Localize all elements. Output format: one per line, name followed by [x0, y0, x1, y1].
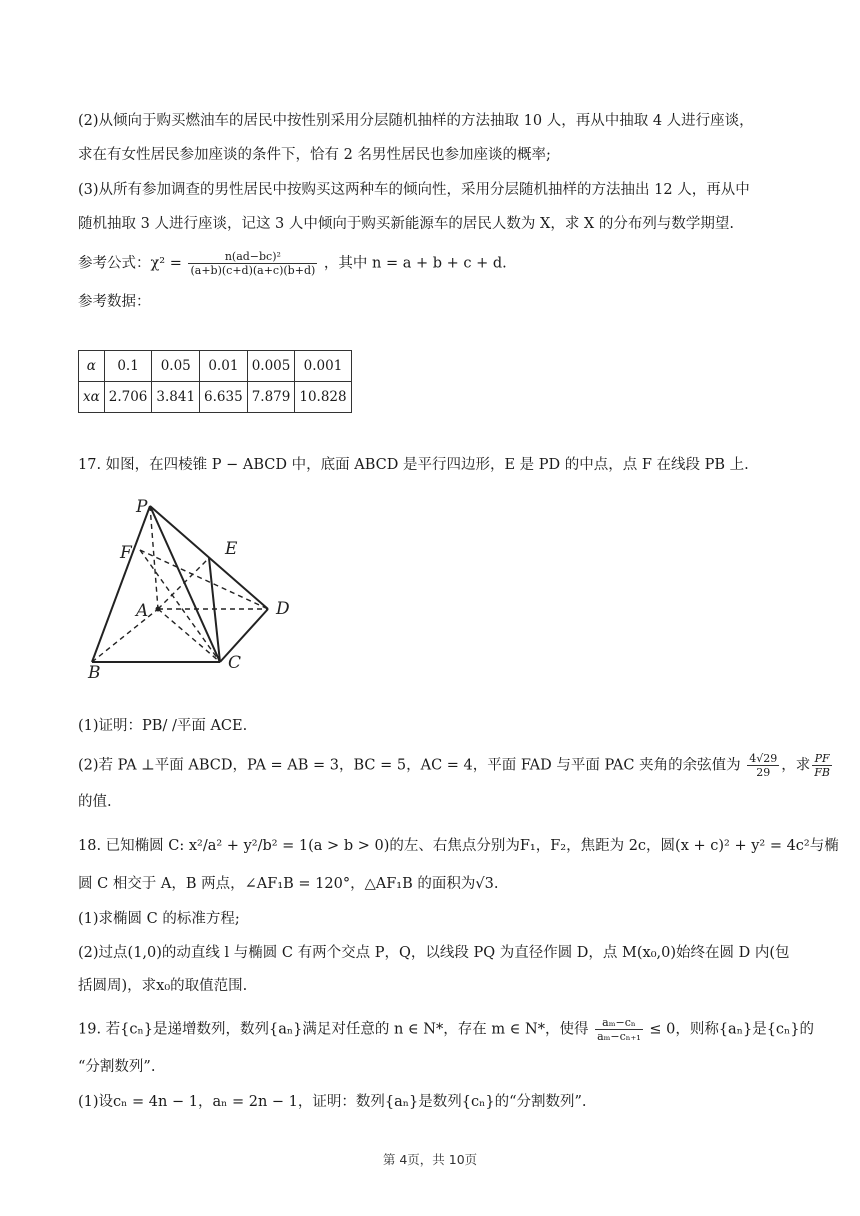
- q17-part2-line1: [78, 752, 834, 779]
- vertex-label-a: A: [136, 601, 149, 621]
- cosine-fraction: [747, 752, 779, 779]
- vertex-label-c: C: [228, 653, 242, 673]
- formula-tail: ，其中 n = a + b + c + d.: [323, 255, 507, 272]
- table-cell: 0.01: [200, 351, 248, 382]
- formula-denominator: (a+b)(c+d)(a+c)(b+d): [190, 264, 316, 277]
- vertex-label-d: D: [276, 599, 290, 619]
- cosine-denominator: 29: [756, 766, 771, 779]
- page-footer: 第 4页，共 10页: [382, 1152, 478, 1167]
- q19-denominator: aₘ−cₙ₊₁: [597, 1030, 641, 1043]
- q16-part3-line1: (3)从所有参加调查的男性居民中按购买这两种车的倾向性，采用分层随机抽样的方法抽出 12 人，再从中: [78, 182, 750, 198]
- table-head-x-alpha: xα: [79, 382, 105, 413]
- ratio-denominator: FB: [814, 766, 830, 779]
- table-cell: 7.879: [247, 382, 295, 413]
- q19-numerator: aₘ−cₙ: [595, 1016, 643, 1030]
- formula-numerator: n(ad−bc)²: [188, 250, 317, 264]
- table-row: [79, 351, 352, 382]
- table-cell: 10.828: [295, 382, 351, 413]
- q16-data-label: 参考数据：: [78, 294, 151, 310]
- q17-stem: 17. 如图，在四棱锥 P − ABCD 中，底面 ABCD 是平行四边形，E 是 PD 的中点，点 F 在线段 PB 上.: [78, 457, 749, 473]
- pyramid-figure: [80, 492, 310, 682]
- ratio-numerator: PF: [812, 752, 832, 766]
- table-cell: 6.635: [200, 382, 248, 413]
- q19-line1: [78, 1016, 814, 1043]
- cosine-numerator: 4√29: [749, 752, 778, 765]
- table-row: [79, 382, 352, 413]
- q16-formula: [78, 250, 507, 277]
- q17-part2-text: (2)若 PA ⊥平面 ABCD，PA = AB = 3，BC = 5，AC = 4，平面 FAD 与平面 PAC 夹角的余弦值为: [78, 757, 741, 774]
- q16-part2-line2: 求在有女性居民参加座谈的条件下，恰有 2 名男性居民也参加座谈的概率;: [78, 147, 551, 163]
- q17-part2-mid: ，求: [781, 757, 811, 774]
- formula-label: 参考公式：χ² =: [78, 255, 182, 272]
- vertex-label-f: F: [120, 543, 132, 563]
- table-head-alpha: α: [79, 351, 105, 382]
- vertex-label-b: B: [88, 663, 101, 682]
- q19-line2: “分割数列”.: [78, 1059, 156, 1075]
- reference-table: [78, 350, 352, 413]
- table-cell: 2.706: [104, 382, 152, 413]
- q18-part1: (1)求椭圆 C 的标准方程;: [78, 911, 240, 927]
- q17-part1: (1)证明：PB/ /平面 ACE.: [78, 718, 248, 734]
- table-cell: 0.1: [104, 351, 152, 382]
- q16-part2-line1: (2)从倾向于购买燃油车的居民中按性别采用分层随机抽样的方法抽取 10 人，再从中抽取 4 人进行座谈，: [78, 113, 754, 129]
- vertex-label-e: E: [225, 539, 238, 559]
- q19-part1: (1)设cₙ = 4n − 1，aₙ = 2n − 1，证明：数列{aₙ}是数列{cₙ}的“分割数列”.: [78, 1094, 587, 1110]
- q18-line1: 18. 已知椭圆 C: x²/a² + y²/b² = 1(a > b > 0)的左、右焦点分别为F₁，F₂，焦距为 2c，圆(x + c)² + y² = 4c²与椭: [78, 838, 839, 854]
- formula-fraction: [188, 250, 317, 277]
- table-cell: 0.005: [247, 351, 295, 382]
- ratio-fraction: [812, 752, 832, 779]
- q17-part2-line2: 的值.: [78, 794, 112, 810]
- q18-line2: 圆 C 相交于 A，B 两点，∠AF₁B = 120°，△AF₁B 的面积为√3.: [78, 876, 499, 892]
- table-cell: 0.001: [295, 351, 351, 382]
- q19-fraction: [595, 1016, 643, 1043]
- table-cell: 3.841: [152, 382, 200, 413]
- q18-part2-line2: 括圆周)，求x₀的取值范围.: [78, 978, 248, 994]
- vertex-label-p: P: [136, 497, 148, 517]
- q18-part2-line1: (2)过点(1,0)的动直线 l 与椭圆 C 有两个交点 P，Q，以线段 PQ 为直径作圆 D，点 M(x₀,0)始终在圆 D 内(包: [78, 945, 790, 961]
- q19-line1-tail: ≤ 0，则称{aₙ}是{cₙ}的: [649, 1021, 815, 1038]
- q16-part3-line2: 随机抽取 3 人进行座谈，记这 3 人中倾向于购买新能源车的居民人数为 X，求 X 的分布列与数学期望.: [78, 216, 734, 232]
- q19-line1-text: 19. 若{cₙ}是递增数列，数列{aₙ}满足对任意的 n ∈ N*，存在 m ∈ N*，使得: [78, 1021, 589, 1038]
- table-cell: 0.05: [152, 351, 200, 382]
